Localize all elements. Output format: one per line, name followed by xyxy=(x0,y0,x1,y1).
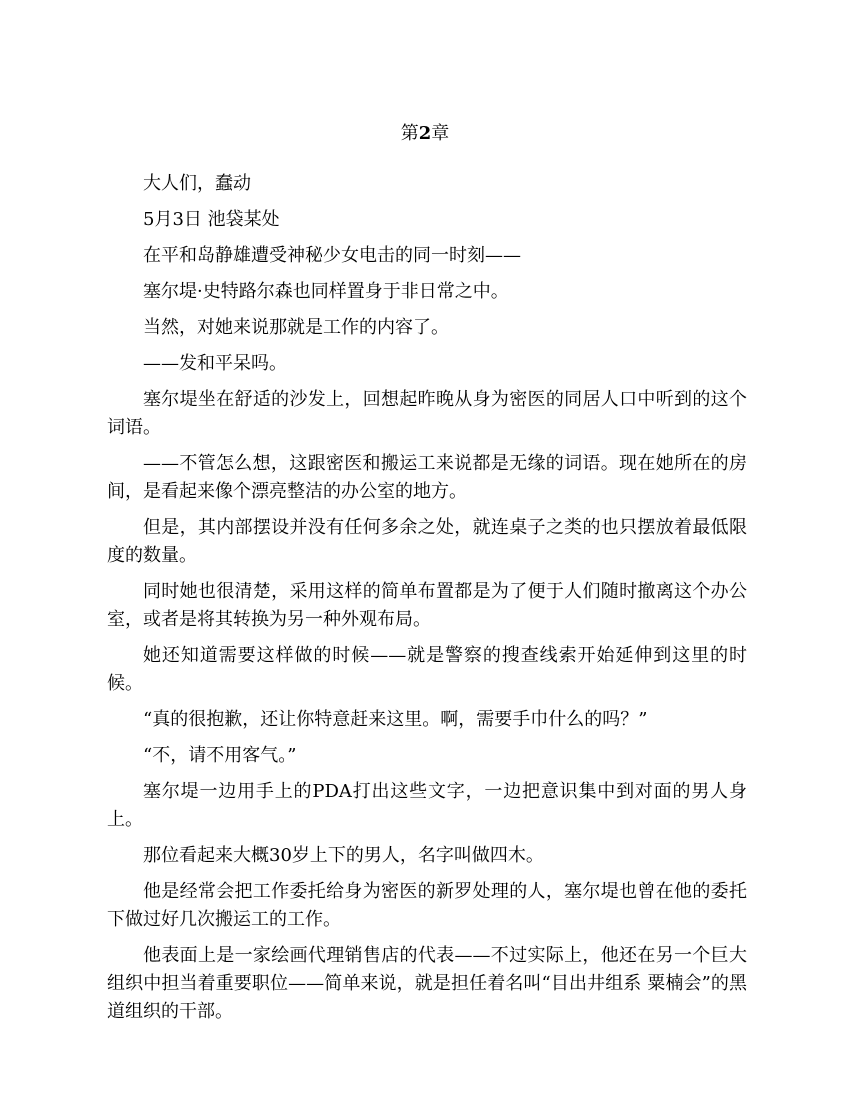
paragraph: ——发和平呆吗。 xyxy=(143,353,287,374)
paragraph: 大人们，蠢动 xyxy=(143,173,251,194)
chapter-heading xyxy=(0,122,850,146)
paragraph: 在平和岛静雄遭受神秘少女电击的同一时刻—— xyxy=(143,245,521,266)
paragraph: 同时她也很清楚，采用这样的简单布置都是为了便于人们随时撤离这个办公室，或者是将其转换为另一种外观布局。 xyxy=(107,581,747,630)
paragraph: 他是经常会把工作委托给身为密医的新罗处理的人，塞尔堤也曾在他的委托下做过好几次搬运工的工作。 xyxy=(107,881,747,930)
paragraph: 那位看起来大概30岁上下的男人，名字叫做四木。 xyxy=(143,845,544,866)
paragraph: 5月3日 池袋某处 xyxy=(143,209,280,230)
paragraph: 塞尔堤坐在舒适的沙发上，回想起昨晚从身为密医的同居人口中听到的这个词语。 xyxy=(107,389,747,438)
body-text xyxy=(107,170,747,1034)
paragraph: “真的很抱歉，还让你特意赶来这里。啊，需要手巾什么的吗？” xyxy=(143,709,648,730)
chapter-number: 2 xyxy=(418,123,432,144)
paragraph: 他表面上是一家绘画代理销售店的代表——不过实际上，他还在另一个巨大组织中担当着重要职位——简单来说，就是担任着名叫“目出井组系 粟楠会”的黑道组织的干部。 xyxy=(107,945,747,1022)
paragraph: 塞尔堤一边用手上的PDA打出这些文字，一边把意识集中到对面的男人身上。 xyxy=(107,781,747,830)
paragraph: 塞尔堤·史特路尔森也同样置身于非日常之中。 xyxy=(143,281,509,302)
paragraph: “不，请不用客气。” xyxy=(143,745,297,766)
paragraph: 但是，其内部摆设并没有任何多余之处，就连桌子之类的也只摆放着最低限度的数量。 xyxy=(107,517,747,566)
chapter-suffix: 章 xyxy=(431,123,450,144)
paragraph: 当然，对她来说那就是工作的内容了。 xyxy=(143,317,449,338)
chapter-prefix: 第 xyxy=(400,123,419,144)
paragraph: ——不管怎么想，这跟密医和搬运工来说都是无缘的词语。现在她所在的房间，是看起来像个漂亮整洁的办公室的地方。 xyxy=(107,453,747,502)
paragraph: 她还知道需要这样做的时候——就是警察的搜查线索开始延伸到这里的时候。 xyxy=(107,645,747,694)
